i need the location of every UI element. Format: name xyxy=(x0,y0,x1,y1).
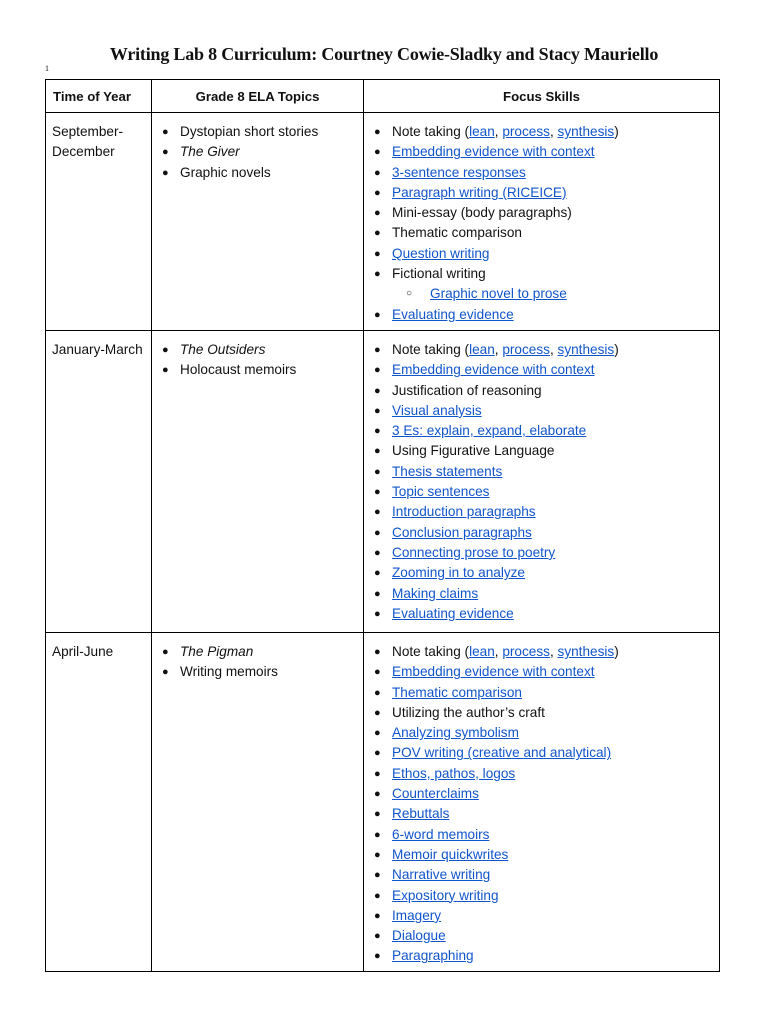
bullet-icon: ● xyxy=(374,567,381,580)
list-item xyxy=(368,360,713,380)
list-item xyxy=(368,163,713,183)
skill-link[interactable]: 3-sentence responses xyxy=(392,164,526,180)
time-of-year-cell: September-December xyxy=(46,113,152,331)
bullet-icon: ● xyxy=(374,486,381,499)
skill-link[interactable]: Paragraph writing (RICEICE) xyxy=(392,184,567,200)
list-item xyxy=(368,441,713,461)
list-item xyxy=(368,825,713,845)
bullet-icon: ● xyxy=(162,646,169,658)
list-item xyxy=(368,340,713,360)
bullet-icon: ● xyxy=(374,767,381,780)
skill-text: Justification of reasoning xyxy=(392,382,542,398)
skill-link[interactable]: Zooming in to analyze xyxy=(392,565,525,581)
skill-link[interactable]: synthesis xyxy=(557,342,615,357)
list-item xyxy=(368,784,713,804)
skill-text: ) xyxy=(614,644,619,659)
sub-list-item xyxy=(368,284,713,304)
list-item xyxy=(368,305,713,325)
skill-text: Utilizing the author’s craft xyxy=(392,704,545,720)
topics-cell xyxy=(152,113,364,331)
skill-link[interactable]: Embedding evidence with context xyxy=(392,362,595,378)
bullet-icon: ● xyxy=(374,425,381,438)
skill-link[interactable]: Graphic novel to prose xyxy=(430,286,567,302)
time-of-year-cell: January-March xyxy=(46,331,152,633)
skill-link[interactable]: Imagery xyxy=(392,907,442,923)
bullet-icon: ● xyxy=(374,207,381,220)
list-item xyxy=(368,662,713,682)
bullet-icon: ● xyxy=(374,344,381,356)
bullet-icon: ● xyxy=(374,666,381,679)
bullet-icon: ● xyxy=(374,909,381,922)
list-item xyxy=(368,203,713,223)
bullet-icon: ● xyxy=(374,587,381,600)
topics-list xyxy=(156,122,357,183)
skill-text: Note taking ( xyxy=(392,644,470,659)
skill-link[interactable]: Memoir quickwrites xyxy=(392,846,509,862)
bullet-icon: ● xyxy=(374,686,381,699)
list-item xyxy=(156,122,357,142)
list-item xyxy=(368,886,713,906)
skill-text: Thematic comparison xyxy=(392,225,522,241)
focus-skills-cell xyxy=(364,633,720,972)
skill-link[interactable]: Rebuttals xyxy=(392,806,450,822)
skill-link[interactable]: POV writing (creative and analytical) xyxy=(392,745,612,761)
bullet-icon: ● xyxy=(162,364,169,377)
skills-list xyxy=(368,122,713,325)
bullet-icon: ● xyxy=(374,506,381,519)
list-item xyxy=(156,360,357,380)
bullet-icon: ● xyxy=(374,384,381,397)
bullet-icon: ● xyxy=(374,268,381,281)
list-item xyxy=(368,604,713,624)
skill-text: Note taking ( xyxy=(392,342,470,357)
topic-text: Dystopian short stories xyxy=(180,124,319,139)
skill-link[interactable]: lean xyxy=(469,644,495,659)
bullet-icon: ● xyxy=(374,828,381,841)
table-header-row xyxy=(46,80,720,113)
bullet-icon: ● xyxy=(374,126,381,138)
list-item xyxy=(156,142,357,162)
skill-link[interactable]: synthesis xyxy=(557,124,615,139)
bullet-icon: ● xyxy=(374,889,381,902)
list-item xyxy=(368,743,713,763)
skill-link[interactable]: Question writing xyxy=(392,245,490,261)
focus-skills-cell xyxy=(364,113,720,331)
list-item xyxy=(368,223,713,243)
list-item xyxy=(368,703,713,723)
skill-text: , xyxy=(549,124,558,139)
topic-text: Graphic novels xyxy=(180,164,271,180)
list-item xyxy=(368,804,713,824)
list-item xyxy=(368,142,713,162)
skill-text: , xyxy=(549,644,558,659)
topics-cell xyxy=(152,633,364,972)
topic-text: The Pigman xyxy=(180,644,254,659)
skill-link[interactable]: Topic sentences xyxy=(392,484,490,500)
skill-link[interactable]: Paragraphing xyxy=(392,948,474,964)
bullet-icon: ● xyxy=(374,788,381,801)
skill-link[interactable]: Dialogue xyxy=(392,928,446,944)
bullet-icon: ● xyxy=(374,364,381,377)
skill-link[interactable]: lean xyxy=(469,124,495,139)
list-item xyxy=(368,122,713,142)
skill-text: Note taking ( xyxy=(392,124,470,139)
bullet-icon: ● xyxy=(374,465,381,478)
skill-link[interactable]: Making claims xyxy=(392,585,479,601)
bullet-icon: ● xyxy=(162,344,169,356)
bullet-icon: ● xyxy=(374,646,381,658)
list-item xyxy=(368,183,713,203)
list-item xyxy=(368,401,713,421)
skill-link[interactable]: process xyxy=(502,644,550,659)
skill-link[interactable]: lean xyxy=(469,342,495,357)
bullet-icon: ● xyxy=(374,308,381,321)
list-item xyxy=(368,523,713,543)
list-item xyxy=(368,381,713,401)
bullet-icon: ● xyxy=(374,247,381,260)
bullet-icon: ● xyxy=(374,445,381,458)
skills-list xyxy=(368,340,713,624)
hollow-bullet-icon: ○ xyxy=(406,288,413,300)
header-topics: Grade 8 ELA Topics xyxy=(152,80,364,113)
skills-list xyxy=(368,642,713,967)
list-item xyxy=(368,584,713,604)
bullet-icon: ● xyxy=(374,607,381,620)
skill-link[interactable]: process xyxy=(502,342,550,357)
bullet-icon: ● xyxy=(374,546,381,559)
bullet-icon: ● xyxy=(374,848,381,861)
skill-link[interactable]: Thesis statements xyxy=(392,463,503,479)
list-item xyxy=(368,502,713,522)
topic-text: The Giver xyxy=(180,144,240,160)
list-item xyxy=(368,906,713,926)
skill-link[interactable]: Expository writing xyxy=(392,887,499,903)
list-item xyxy=(156,163,357,183)
topics-list xyxy=(156,642,357,683)
header-time-of-year: Time of Year xyxy=(46,80,152,113)
bullet-icon: ● xyxy=(374,404,381,417)
skill-link[interactable]: 3 Es: explain, expand, elaborate xyxy=(392,423,587,439)
bullet-icon: ● xyxy=(374,808,381,821)
skill-link[interactable]: Evaluating evidence xyxy=(392,306,514,322)
skill-text: , xyxy=(494,644,503,659)
skill-text: Using Figurative Language xyxy=(392,443,555,459)
bullet-icon: ● xyxy=(374,727,381,740)
list-item xyxy=(368,462,713,482)
skill-link[interactable]: Thematic comparison xyxy=(392,684,522,700)
bullet-icon: ● xyxy=(374,930,381,943)
table-row xyxy=(46,331,720,633)
bullet-icon: ● xyxy=(374,227,381,240)
list-item xyxy=(368,264,713,284)
list-item xyxy=(368,926,713,946)
bullet-icon: ● xyxy=(374,869,381,882)
skill-text: Fictional writing xyxy=(392,266,486,282)
skill-link[interactable]: 6-word memoirs xyxy=(392,826,490,842)
topics-cell xyxy=(152,331,364,633)
header-focus-skills: Focus Skills xyxy=(364,80,720,113)
skill-text: , xyxy=(549,342,558,357)
list-item xyxy=(368,421,713,441)
bullet-icon: ● xyxy=(374,186,381,199)
skill-link[interactable]: Embedding evidence with context xyxy=(392,664,595,680)
bullet-icon: ● xyxy=(162,666,169,679)
skill-link[interactable]: Conclusion paragraphs xyxy=(392,524,532,540)
skill-link[interactable]: Ethos, pathos, logos xyxy=(392,765,516,781)
skill-text: ) xyxy=(614,342,619,357)
list-item xyxy=(368,723,713,743)
skill-link[interactable]: Introduction paragraphs xyxy=(392,504,536,520)
list-item xyxy=(368,642,713,662)
curriculum-table xyxy=(45,79,720,972)
skill-link[interactable]: Analyzing symbolism xyxy=(392,725,519,741)
topic-text: Writing memoirs xyxy=(180,664,278,680)
bullet-icon: ● xyxy=(374,166,381,179)
skill-link[interactable]: Counterclaims xyxy=(392,786,479,802)
table-row xyxy=(46,113,720,331)
skill-link[interactable]: Narrative writing xyxy=(392,867,491,883)
skill-link[interactable]: process xyxy=(502,124,550,139)
bullet-icon: ● xyxy=(162,166,169,179)
topic-text: The Outsiders xyxy=(180,342,266,357)
list-item xyxy=(156,642,357,662)
list-item xyxy=(156,340,357,360)
focus-skills-cell xyxy=(364,331,720,633)
list-item xyxy=(368,845,713,865)
skill-link[interactable]: Embedding evidence with context xyxy=(392,144,595,160)
skill-text: ) xyxy=(614,124,619,139)
bullet-icon: ● xyxy=(374,747,381,760)
list-item xyxy=(368,764,713,784)
list-item xyxy=(368,543,713,563)
list-item xyxy=(368,683,713,703)
skill-text: , xyxy=(494,124,503,139)
list-item xyxy=(368,865,713,885)
list-item xyxy=(368,946,713,966)
table-row xyxy=(46,633,720,972)
footnote-marker: 1 xyxy=(45,64,49,73)
bullet-icon: ● xyxy=(374,146,381,159)
skill-text: , xyxy=(494,342,503,357)
skill-link[interactable]: synthesis xyxy=(557,644,615,659)
page-title: Writing Lab 8 Curriculum: Courtney Cowie-Sladky and Stacy Mauriello xyxy=(109,44,659,64)
topics-list xyxy=(156,340,357,381)
topic-text: Holocaust memoirs xyxy=(180,362,297,378)
list-item xyxy=(368,563,713,583)
list-item xyxy=(368,482,713,502)
skill-text: Mini-essay (body paragraphs) xyxy=(392,205,572,221)
bullet-icon: ● xyxy=(374,526,381,539)
time-of-year-cell: April-June xyxy=(46,633,152,972)
skill-link[interactable]: Evaluating evidence xyxy=(392,605,514,621)
skill-link[interactable]: Connecting prose to poetry xyxy=(392,544,556,560)
bullet-icon: ● xyxy=(374,706,381,719)
bullet-icon: ● xyxy=(162,146,169,159)
bullet-icon: ● xyxy=(162,126,169,138)
list-item xyxy=(156,662,357,682)
list-item xyxy=(368,244,713,264)
skill-link[interactable]: Visual analysis xyxy=(392,402,482,418)
bullet-icon: ● xyxy=(374,950,381,963)
